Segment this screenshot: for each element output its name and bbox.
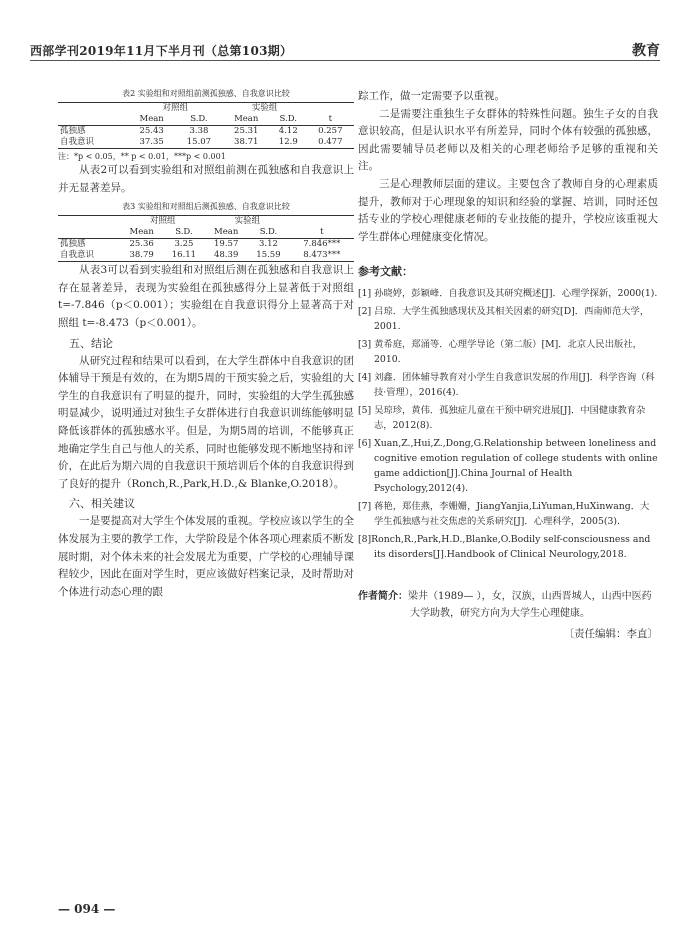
cell: 48.39	[205, 250, 247, 262]
table2-group-control: 对照组	[128, 103, 223, 115]
table-corner	[58, 216, 121, 228]
author-bio-text: 梁井（1989— ），女，汉族，山西晋城人，山西中医药大学助教，研究方向为大学生心理健康。	[408, 591, 652, 620]
row-label: 孤独感	[60, 239, 86, 250]
cell: 37.35	[128, 137, 175, 149]
table3	[58, 215, 354, 262]
table-row	[58, 137, 354, 149]
reference-item: [2] 吕琼．大学生孤独感现状及其相关因素的研究[D]．西南师范大学，2001.	[358, 306, 650, 333]
paragraph-table3-result: 从表3可以看到实验组和对照组后测在孤独感和自我意识上存在显著差异，表现为实验组在孤独感得分上显著低于对照组 t=-7.846（p＜0.001）；实验组在自我意识得分上显著高于对照组 t=-8.473（p＜0.001）。	[58, 264, 354, 329]
journal-title: 西部学刊2019年11月下半月刊（总第103期）	[30, 44, 293, 58]
paragraph-table2-result: 从表2可以看到实验组和对照组前测在孤独感和自我意识上并无显著差异。	[58, 164, 354, 194]
table2-group-experiment: 实验组	[223, 103, 307, 115]
table2	[58, 102, 354, 149]
reference-item: [5] 吴琼珍，黄伟．孤独症儿童在干预中研究进展[J]．中国健康教育杂志，2012(8).	[358, 405, 646, 432]
table-row	[58, 250, 354, 262]
row-label: 孤独感	[60, 126, 86, 136]
author-bio	[358, 588, 658, 622]
table3-caption: 表3 实验组和对照组后测孤独感、自我意识比较	[122, 202, 290, 212]
table2-note: 注：*p < 0.05，** p < 0.01，***p < 0.001	[58, 152, 226, 161]
table3-col-header: S.D.	[163, 227, 205, 239]
table-corner	[307, 103, 354, 115]
left-column	[58, 88, 354, 601]
table-corner	[58, 103, 128, 115]
cell: 12.9	[270, 137, 307, 149]
cell: 38.79	[121, 250, 163, 262]
paragraph-suggestion-2: 二是需要注重独生子女群体的特殊性问题。独生子女的自我意识较高，但是认识水平有所差异，同时个体有较强的孤独感，因此需要辅导员老师以及相关的心理老师给予足够的重视和关注。	[358, 107, 658, 173]
reference-item: [8]Ronch,R.,Park,H.D.,Blanke,O.Bodily self-consciousness and its disorders[J].Handbook of Clinical Neurology,2018.	[358, 534, 651, 561]
cell: 8.473***	[290, 250, 354, 262]
table-corner	[290, 216, 354, 228]
cell: 25.31	[234, 126, 259, 136]
paragraph-suggestion-1: 一是要提高对大学生个体发展的重视。学校应该以学生的全体发展为主要的教学工作，大学阶段是个体各项心理素质不断发展时期，对个体未来的社会发展尤为重要，广学校的心理辅导课程较少，因此在面对学生时，更应该做好档案记录，及时帮助对个体进行动态心理的跟	[58, 515, 354, 598]
table2-col-header: t	[307, 114, 354, 126]
paragraph-conclusion: 从研究过程和结果可以看到，在大学生群体中自我意识的团体辅导干预是有效的，在为期5周的干预实验之后，实验组的大学生的自我意识有了明显的提升，同时，实验组的大学生孤独感明显减少，说明通过对独生子女群体进行自我意识训练能够明显降低该群体的孤独感水平。但是，为期5周的培训，不能够真正地确定学生自己与他人的关系，同时也能够发现不断地坚持和评价，在此后为期六周的自我意识干预培训后个体的自我意识得到了良好的提升（Ronch,R.,Park,H.D.,& Blanke,O.2018）。	[58, 354, 354, 490]
header-rule	[30, 60, 660, 61]
section-label: 教育	[632, 43, 660, 59]
table3-group-control: 对照组	[121, 216, 206, 228]
paragraph-suggestion-3: 三是心理教师层面的建议。主要包含了教师自身的心理素质提升，教师对于心理现象的知识和经验的掌握、培训，同时还包括专业的学校心理健康老师的专业技能的提升，学校应该重视大学生群体心理健康变化情况。	[358, 177, 658, 243]
cell: 16.11	[163, 250, 205, 262]
row-label: 自我意识	[58, 250, 121, 262]
table3-col-header: Mean	[121, 227, 163, 239]
cell: 7.846***	[303, 239, 341, 250]
running-header	[30, 40, 660, 64]
cell: 4.12	[278, 126, 298, 136]
cell: 15.59	[247, 250, 289, 262]
table2-col-header: Mean	[223, 114, 270, 126]
table3-col-header: t	[290, 227, 354, 239]
table3-col-header: Mean	[205, 227, 247, 239]
reference-item: [7] 蒋艳，郑佳燕，李姗姗，JiangYanjia,LiYuman,HuXinwang．大学生孤独感与社交焦虑的关系研究[J]．心理科学，2005(3).	[358, 501, 650, 528]
cell: 3.12	[258, 239, 278, 250]
reference-item: [1] 孙晓婷，彭颖峰．自我意识及其研究概述[J]．心理学探新，2000(1).	[358, 288, 658, 300]
author-bio-label: 作者简介：	[358, 591, 408, 603]
table-row	[58, 239, 354, 251]
section-heading-conclusion: 五、结论	[69, 336, 113, 350]
right-column	[358, 88, 658, 642]
cell: 19.57	[214, 239, 239, 250]
responsible-editor: 〔责任编辑：李直〕	[563, 628, 658, 641]
reference-item: [4] 刘鑫．团体辅导教育对小学生自我意识发展的作用[J]．科学咨询（科技·管理），2016(4).	[358, 372, 655, 399]
cell: 25.43	[139, 126, 164, 136]
cell: 38.71	[223, 137, 270, 149]
section-heading-suggestions: 六、相关建议	[69, 497, 135, 511]
references-heading: 参考文献：	[358, 265, 413, 279]
table2-caption: 表2 实验组和对照组前测孤独感、自我意识比较	[122, 89, 290, 98]
reference-item: [3] 黄希庭，郑涌等．心理学导论（第二版）[M]．北京人民出版社，2010.	[358, 339, 642, 366]
table2-col-header: Mean	[128, 114, 175, 126]
table2-col-header: S.D.	[175, 114, 222, 126]
row-label: 自我意识	[58, 137, 128, 149]
cell: 0.477	[307, 137, 354, 149]
table3-group-experiment: 实验组	[205, 216, 290, 228]
paragraph-continued: 踪工作，做一定需要予以重视。	[358, 90, 505, 102]
table2-col-header: S.D.	[270, 114, 307, 126]
reference-item: [6] Xuan,Z.,Hui,Z.,Dong,G.Relationship between loneliness and cognitive emotion regulation of college students with online game addiction[J].China Journal of Health Psychology,2012(4).	[358, 438, 658, 495]
cell: 3.38	[189, 126, 209, 136]
table-row	[58, 126, 354, 138]
cell: 0.257	[318, 126, 343, 136]
cell: 15.07	[175, 137, 222, 149]
cell: 3.25	[174, 239, 194, 250]
page-number: — 094 —	[58, 902, 116, 916]
table3-col-header: S.D.	[247, 227, 289, 239]
cell: 25.36	[129, 239, 154, 250]
